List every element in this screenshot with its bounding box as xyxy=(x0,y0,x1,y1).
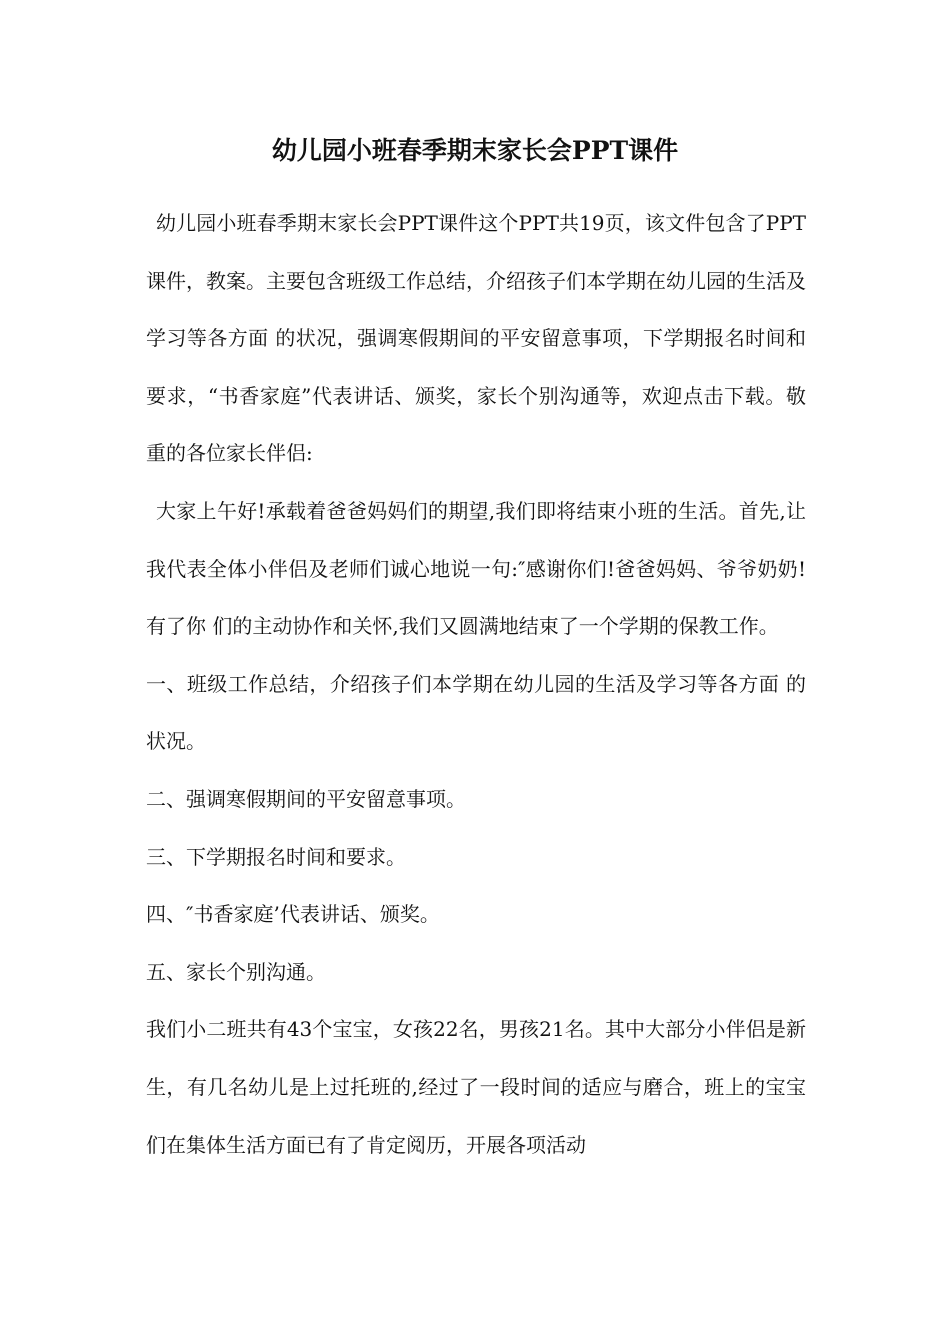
greeting-paragraph: 大家上午好!承载着爸爸妈妈们的期望,我们即将结束小班的生活。首先,让我代表全体小伴侣及老师们诚心地说一句:″感谢你们!爸爸妈妈、爷爷奶奶!有了你 们的主动协作和关怀,我们又圆满地结束了一个学期的保教工作。 xyxy=(146,498,806,639)
agenda-item-5: 五、家长个别沟通。 xyxy=(146,959,326,984)
page-title: 幼儿园小班春季期末家长会PPT课件 xyxy=(271,136,679,165)
intro-paragraph: 幼儿园小班春季期末家长会PPT课件这个PPT共19页，该文件包含了PPT课件，教案。主要包含班级工作总结，介绍孩子们本学期在幼儿园的生活及学习等各方面 的状况，强调寒假期间的平安留意事项，下学期报名时间和要求，“书香家庭”代表讲话、颁奖，家长个别沟通等，欢迎点击下载。敬重的各位家长伴侣: xyxy=(146,211,806,466)
agenda-item-4: 四、″书香家庭’代表讲话、颁奖。 xyxy=(146,902,440,927)
agenda-item-1: 一、班级工作总结，介绍孩子们本学期在幼儿园的生活及学习等各方面 的状况。 xyxy=(146,671,806,754)
agenda-item-2: 二、强调寒假期间的平安留意事项。 xyxy=(146,786,466,811)
agenda-item-3: 三、下学期报名时间和要求。 xyxy=(146,844,406,869)
document-body xyxy=(146,195,806,1174)
class-summary-paragraph: 我们小二班共有43个宝宝，女孩22名，男孩21名。其中大部分小伴侣是新生，有几名幼儿是上过托班的,经过了一段时间的适应与磨合，班上的宝宝们在集体生活方面已有了肯定阅历，开展各项活动 xyxy=(146,1017,806,1157)
